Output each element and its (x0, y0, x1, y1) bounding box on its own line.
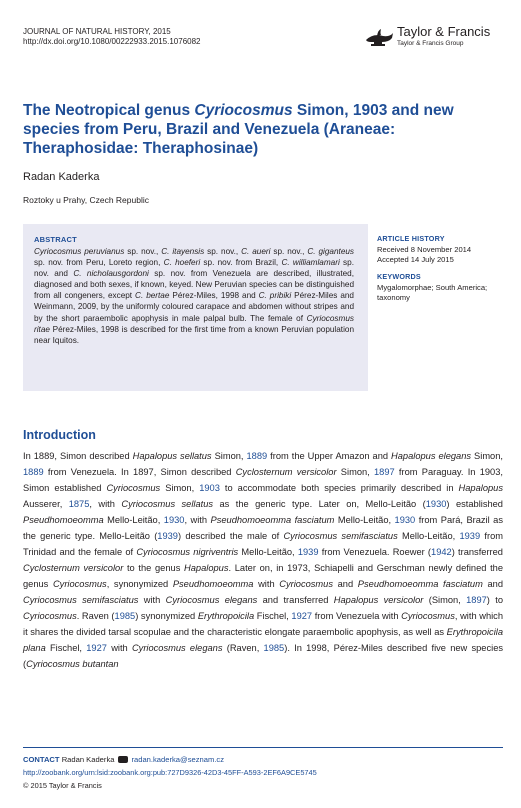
section-heading: Introduction (23, 428, 96, 442)
taxon-name: Erythropoicila (197, 611, 255, 621)
body-text: ) established (446, 499, 503, 509)
body-text: as the generic type. Later on, Mello-Leitão ( (213, 499, 426, 509)
taxon-name: Pseudhomoeomma (23, 515, 104, 525)
body-text: from the Upper Amazon and (267, 451, 392, 461)
reference-link[interactable]: 1930 (163, 515, 185, 525)
reference-link[interactable]: 1897 (466, 595, 487, 605)
publisher-logo (363, 24, 513, 52)
taxon-name: Cyriocosmus elegans (165, 595, 258, 605)
body-text: from Paraguay. In 1903, Simon established (23, 467, 503, 493)
reference-link[interactable]: 1875 (68, 499, 90, 509)
body-text: ) described the male of (177, 531, 284, 541)
body-text: to the genus (123, 563, 185, 573)
received-date: Received 8 November 2014 (377, 244, 472, 254)
body-text: with (138, 595, 166, 605)
body-text: (Raven, (222, 643, 264, 653)
body-text: Mello-Leitão, (397, 531, 460, 541)
body-text: and (482, 579, 503, 589)
taxon-name: Cyriocosmus (401, 611, 455, 621)
body-text: ). In 1998, Pérez-Miles described five new species ( (23, 643, 504, 669)
body-text: from Venezuela. In 1897, Simon described (43, 467, 236, 477)
taxon-name: Hapalopus sellatus (132, 451, 212, 461)
contact-name: Radan Kaderka (61, 755, 115, 764)
body-text: from Venezuela. Roewer ( (318, 547, 432, 557)
running-header (23, 27, 201, 47)
article-history-label: ARTICLE HISTORY (377, 234, 445, 243)
accepted-date: Accepted 14 July 2015 (377, 255, 454, 264)
body-text: Simon, (211, 451, 247, 461)
body-text: , synonymized (106, 579, 173, 589)
abstract-label: ABSTRACT (34, 235, 77, 244)
abstract-text: Cyriocosmus peruvianus sp. nov., C. itayensis sp. nov., C. aueri sp. nov., C. giganteus sp. nov. from Peru, Loreto region, C. hoeferi sp. nov. from Brazil, C. williamlamari sp. nov. and C. nicholausgordoni sp. nov. from Venezuela are described, illustrated, diagnosed and both sexes, if known, keyed. New Peruvian species can be distinguished from all congeners, except C. bertae Pérez-Miles, 1998 and C. pribiki Pérez-Miles and Weinmann, 2009, by the uniformly coloured carapace and abdomen without stripes and by the short paraembolic apophysis in male palpal bulb. The female of Cyriocosmus ritae Pérez-Miles, 1998 is described for the first time from a known Peruvian population near Iquitos. (34, 247, 355, 345)
body-text: ) transferred (451, 547, 503, 557)
taxon-name: Cyriocosmus semifasciatus (283, 531, 398, 541)
article-history (377, 234, 507, 266)
body-text: ) synonymized (135, 611, 198, 621)
body-text: Mello-Leitão, (238, 547, 298, 557)
body-text: with (106, 643, 132, 653)
introduction-paragraph (23, 448, 503, 672)
oil-lamp-icon (363, 24, 395, 50)
publisher-group: Taylor & Francis Group (397, 40, 464, 47)
keywords-label: KEYWORDS (377, 272, 421, 281)
taxon-name: Cyriocosmus nigriventris (136, 547, 239, 557)
body-text: Fischel, (45, 643, 87, 653)
taxon-name: Pseudhomoeomma (172, 579, 254, 589)
contact-line (23, 755, 224, 764)
contact-email[interactable]: radan.kaderka@seznam.cz (131, 755, 225, 764)
publisher-name: Taylor & Francis (397, 24, 491, 39)
taxon-name: Cyriocosmus butantan (26, 659, 119, 669)
taxon-name: Cyriocosmus (106, 483, 161, 493)
body-text: to accommodate both species primarily described in (219, 483, 459, 493)
body-text: Mello-Leitão, (334, 515, 395, 525)
reference-link[interactable]: 1897 (374, 467, 395, 477)
reference-link[interactable]: 1927 (291, 611, 313, 621)
body-text: from Trinidad and the female of (23, 531, 503, 557)
taxon-name: Erythropoicila plana (23, 627, 503, 653)
taxon-name: Cyclosternum versicolor (23, 563, 124, 573)
taxon-name: Hapalopus versicolor (333, 595, 424, 605)
taxon-name: Pseudhomoeomma fasciatum (210, 515, 335, 525)
footer-divider (23, 747, 503, 748)
reference-link[interactable]: 1930 (425, 499, 447, 509)
body-text: (Simon, (423, 595, 467, 605)
copyright: © 2015 Taylor & Francis (23, 781, 102, 790)
taxon-name: Hapalopus elegans (391, 451, 472, 461)
reference-link[interactable]: 1939 (157, 531, 178, 541)
taxon-name: Cyriocosmus (279, 579, 333, 589)
body-text: In 1889, Simon described (23, 451, 133, 461)
taxon-name: Cyriocosmus (23, 611, 77, 621)
body-text: ) to (486, 595, 503, 605)
abstract-box (23, 224, 368, 391)
body-text: , with (184, 515, 211, 525)
body-text: from Pará, Brazil as the generic type. Mello-Leitão ( (23, 515, 503, 541)
doi-link[interactable]: http://dx.doi.org/10.1080/00222933.2015.1076082 (23, 37, 201, 46)
reference-link[interactable]: 1985 (263, 643, 285, 653)
taxon-name: Cyclosternum versicolor (235, 467, 337, 477)
reference-link[interactable]: 1889 (246, 451, 268, 461)
body-text: Simon, (471, 451, 503, 461)
contact-label: CONTACT (23, 755, 60, 764)
body-text: Ausserer, (23, 499, 69, 509)
taxon-name: Cyriocosmus (52, 579, 107, 589)
author-name: Radan Kaderka (23, 171, 100, 183)
body-text: . Raven ( (76, 611, 115, 621)
taxon-name: Pseudhomoeomma fasciatum (357, 579, 483, 589)
reference-link[interactable]: 1942 (431, 547, 452, 557)
body-text: Simon, (336, 467, 374, 477)
taxon-name: Cyriocosmus elegans (131, 643, 223, 653)
author-affiliation: Roztoky u Prahy, Czech Republic (23, 195, 149, 205)
taxon-name: Cyriocosmus semifasciatus (23, 595, 139, 605)
article-title: The Neotropical genus Cyriocosmus Simon, 1903 and new species from Peru, Brazil and Venezuela (Araneae: Theraphosidae: Theraphosinae) (23, 102, 454, 157)
body-text: and transferred (257, 595, 334, 605)
body-text: , with (89, 499, 122, 509)
zoobank-link[interactable]: http://zoobank.org/urn:lsid:zoobank.org:pub:727D9326-42D3-45FF-A593-2EF6A9CE5745 (23, 768, 317, 777)
body-text: Fischel, (254, 611, 292, 621)
reference-link[interactable]: 1930 (394, 515, 416, 525)
body-text: Simon, (160, 483, 200, 493)
keywords (377, 272, 507, 304)
reference-link[interactable]: 1889 (23, 467, 44, 477)
reference-link[interactable]: 1903 (199, 483, 220, 493)
taxon-name: Cyriocosmus sellatus (121, 499, 214, 509)
body-text: from Venezuela with (312, 611, 402, 621)
body-text: and (333, 579, 358, 589)
reference-link[interactable]: 1927 (86, 643, 107, 653)
taxon-name: Hapalopus (458, 483, 503, 493)
reference-link[interactable]: 1939 (459, 531, 481, 541)
taxon-name: Hapalopus (184, 563, 229, 573)
body-text: with (253, 579, 280, 589)
body-text: Mello-Leitão, (103, 515, 164, 525)
body-text: . Later on, in 1973, Schiapelli and Gerschman newly defined the genus (23, 563, 504, 589)
reference-link[interactable]: 1939 (297, 547, 319, 557)
reference-link[interactable]: 1985 (114, 611, 136, 621)
keywords-text: Mygalomorphae; South America; taxonomy (377, 282, 488, 302)
email-icon (118, 756, 128, 763)
journal-name: JOURNAL OF NATURAL HISTORY, 2015 (23, 27, 171, 36)
body-text: , with which it shares the divided tarsal scopulae and the characteristic elongate paraembolic apophysis, as well as (23, 611, 503, 637)
